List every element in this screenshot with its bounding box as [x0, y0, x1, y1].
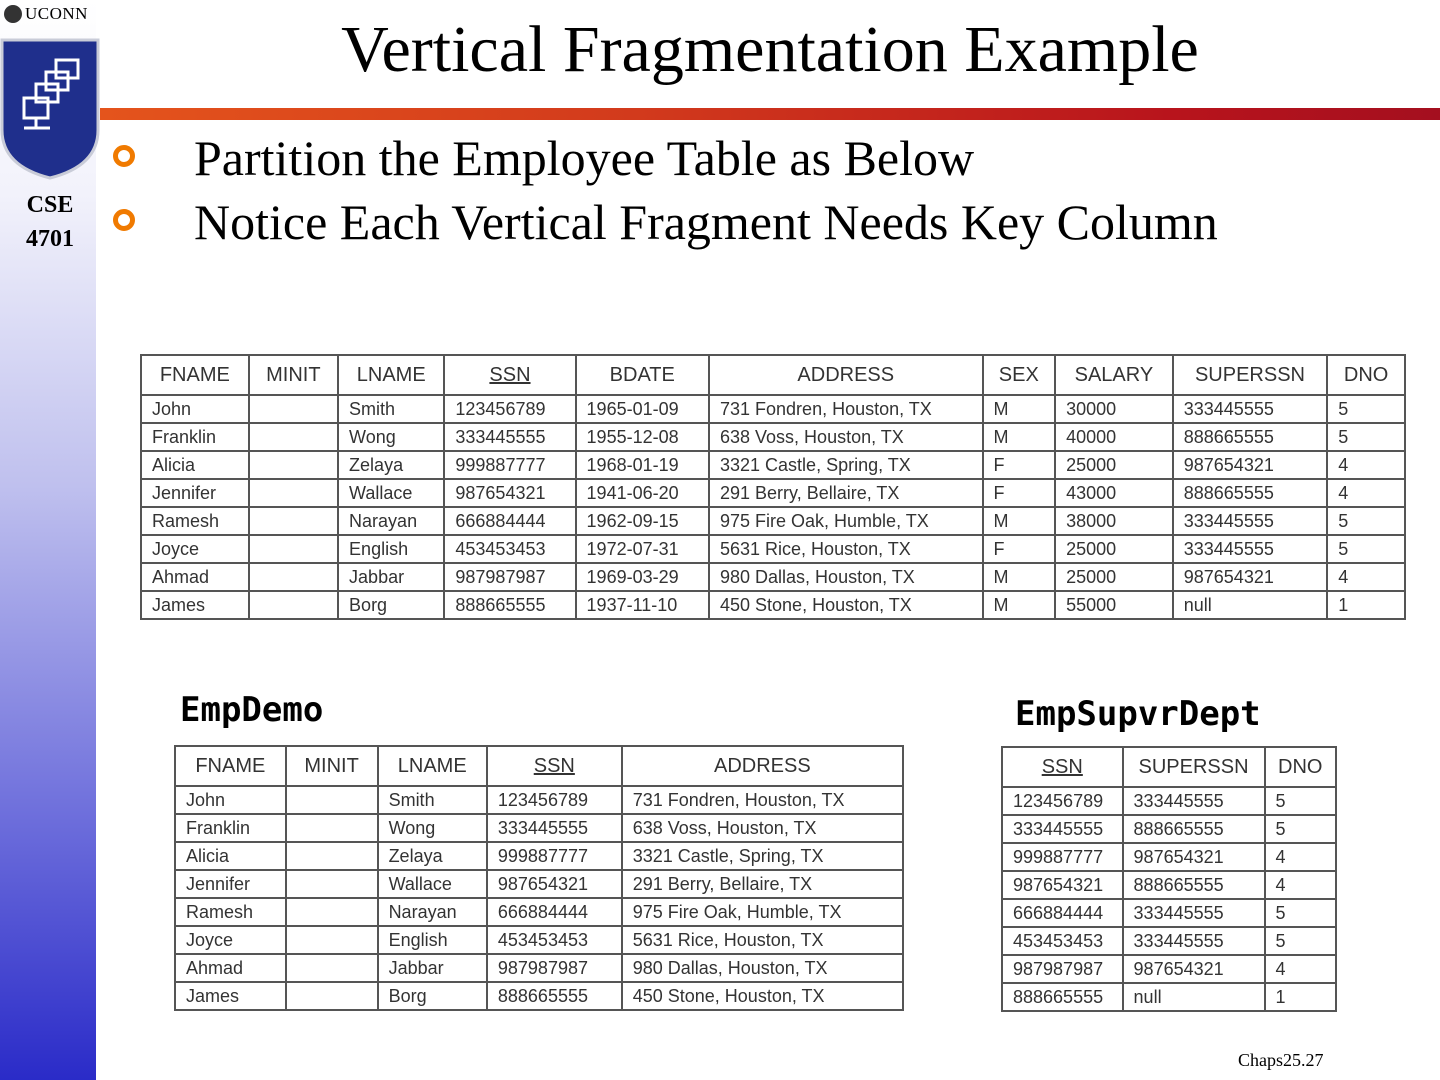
table-cell: 333445555 [1173, 507, 1327, 535]
table-cell: 5 [1327, 535, 1405, 563]
empdemo-table [174, 745, 904, 1011]
bullet-circle-icon [113, 145, 135, 167]
table-cell: Jabbar [378, 954, 487, 982]
table-cell: 1968-01-19 [576, 451, 709, 479]
empsupvrdept-caption: EmpSupvrDept [1015, 694, 1261, 734]
uconn-wordmark: UCONN [25, 4, 88, 23]
table-cell: 4 [1327, 451, 1405, 479]
table-cell: 987654321 [487, 870, 622, 898]
table-cell: 40000 [1055, 423, 1173, 451]
table-row [141, 535, 1405, 563]
column-header: LNAME [378, 746, 487, 786]
column-header: ADDRESS [622, 746, 903, 786]
table-cell: 888665555 [1173, 479, 1327, 507]
table-cell [286, 954, 378, 982]
column-header: SEX [983, 355, 1056, 395]
column-header: SUPERSSN [1123, 747, 1265, 787]
table-cell: 975 Fire Oak, Humble, TX [622, 898, 903, 926]
table-cell: 5631 Rice, Houston, TX [709, 535, 983, 563]
table-cell: 1941-06-20 [576, 479, 709, 507]
table-cell: 5 [1265, 899, 1336, 927]
table-cell: 25000 [1055, 451, 1173, 479]
table-cell: 333445555 [1173, 395, 1327, 423]
table-cell [286, 982, 378, 1010]
course-code: CSE [26, 192, 74, 218]
table-cell: 4 [1327, 479, 1405, 507]
table-cell: Franklin [175, 814, 286, 842]
table-cell: 25000 [1055, 535, 1173, 563]
table-cell: English [378, 926, 487, 954]
employee-table [140, 354, 1406, 620]
table-cell: 333445555 [1173, 535, 1327, 563]
table-cell: 975 Fire Oak, Humble, TX [709, 507, 983, 535]
table-cell: 638 Voss, Houston, TX [709, 423, 983, 451]
table-cell: M [983, 507, 1056, 535]
table-cell [249, 451, 338, 479]
table-cell: 5 [1265, 927, 1336, 955]
table-row [141, 563, 1405, 591]
table-cell: 888665555 [444, 591, 575, 619]
table-row [1002, 955, 1336, 983]
table-cell: 5 [1327, 507, 1405, 535]
table-cell [249, 563, 338, 591]
table-cell: 987654321 [1123, 955, 1265, 983]
table-cell: 123456789 [487, 786, 622, 814]
table-cell: Wallace [378, 870, 487, 898]
table-cell: Jabbar [338, 563, 444, 591]
table-cell: 987654321 [1173, 451, 1327, 479]
table-cell: 5 [1327, 423, 1405, 451]
table-cell: James [141, 591, 249, 619]
table-cell: M [983, 591, 1056, 619]
table-cell: 5 [1265, 787, 1336, 815]
table-cell [286, 842, 378, 870]
bullet-text: Notice Each Vertical Fragment Needs Key Column [194, 194, 1218, 250]
table-cell: 453453453 [444, 535, 575, 563]
uconn-logo [4, 4, 88, 24]
table-cell: 888665555 [1123, 871, 1265, 899]
table-cell: 980 Dallas, Houston, TX [622, 954, 903, 982]
table-cell: 38000 [1055, 507, 1173, 535]
table-cell: 1955-12-08 [576, 423, 709, 451]
title-divider [100, 108, 1440, 120]
table-cell [249, 507, 338, 535]
slide-number: Chaps25.27 [1238, 1050, 1324, 1070]
table-cell: 987987987 [1002, 955, 1123, 983]
table-cell: 30000 [1055, 395, 1173, 423]
table-row [1002, 843, 1336, 871]
table-cell: 450 Stone, Houston, TX [622, 982, 903, 1010]
table-cell: 666884444 [487, 898, 622, 926]
table-cell: Borg [378, 982, 487, 1010]
column-header: ADDRESS [709, 355, 983, 395]
column-header: DNO [1327, 355, 1405, 395]
column-header: SSN [487, 746, 622, 786]
table-cell: English [338, 535, 444, 563]
table-cell: 888665555 [1123, 815, 1265, 843]
table-cell: 1969-03-29 [576, 563, 709, 591]
table-cell: 4 [1265, 955, 1336, 983]
table-cell: 333445555 [444, 423, 575, 451]
table-cell: Alicia [175, 842, 286, 870]
table-cell: James [175, 982, 286, 1010]
table-row [141, 423, 1405, 451]
table-cell: Zelaya [338, 451, 444, 479]
table-cell [286, 786, 378, 814]
table-cell: 453453453 [487, 926, 622, 954]
table-cell [249, 423, 338, 451]
table-cell: 450 Stone, Houston, TX [709, 591, 983, 619]
table-cell: 731 Fondren, Houston, TX [622, 786, 903, 814]
table-cell: 999887777 [487, 842, 622, 870]
column-header: LNAME [338, 355, 444, 395]
table-cell: 987654321 [1002, 871, 1123, 899]
table-cell: F [983, 479, 1056, 507]
table-cell: 4 [1265, 871, 1336, 899]
column-header: SUPERSSN [1173, 355, 1327, 395]
column-header: MINIT [286, 746, 378, 786]
table-cell: 333445555 [1002, 815, 1123, 843]
table-cell: Smith [378, 786, 487, 814]
table-row [1002, 927, 1336, 955]
table-cell: Jennifer [141, 479, 249, 507]
table-row [175, 926, 903, 954]
table-cell [249, 535, 338, 563]
table-cell [249, 479, 338, 507]
table-cell: 453453453 [1002, 927, 1123, 955]
table-cell: 666884444 [444, 507, 575, 535]
slide-title: Vertical Fragmentation Example [341, 13, 1199, 86]
table-cell: 291 Berry, Bellaire, TX [622, 870, 903, 898]
table-row [175, 842, 903, 870]
table-cell: Narayan [378, 898, 487, 926]
table-cell: null [1173, 591, 1327, 619]
column-header: SSN [1002, 747, 1123, 787]
table-cell: 291 Berry, Bellaire, TX [709, 479, 983, 507]
table-row [141, 479, 1405, 507]
table-cell: 999887777 [1002, 843, 1123, 871]
table-cell: Smith [338, 395, 444, 423]
table-cell: 987654321 [444, 479, 575, 507]
table-cell: 333445555 [1123, 899, 1265, 927]
table-cell: M [983, 563, 1056, 591]
cse-shield-logo [0, 38, 100, 180]
table-cell: 1965-01-09 [576, 395, 709, 423]
table-cell: 1 [1327, 591, 1405, 619]
table-row [175, 954, 903, 982]
table-cell: 55000 [1055, 591, 1173, 619]
table-cell: Ahmad [141, 563, 249, 591]
table-row [175, 982, 903, 1010]
table-cell: 987654321 [1123, 843, 1265, 871]
table-cell: 666884444 [1002, 899, 1123, 927]
table-cell: 333445555 [1123, 927, 1265, 955]
table-row [141, 507, 1405, 535]
table-row [175, 814, 903, 842]
table-cell: 5631 Rice, Houston, TX [622, 926, 903, 954]
table-cell: Borg [338, 591, 444, 619]
table-cell: Ramesh [141, 507, 249, 535]
table-cell: Zelaya [378, 842, 487, 870]
table-cell: 888665555 [1173, 423, 1327, 451]
table-row [1002, 899, 1336, 927]
table-cell: 987987987 [487, 954, 622, 982]
table-row [1002, 871, 1336, 899]
table-cell: 999887777 [444, 451, 575, 479]
bullet-text: Partition the Employee Table as Below [194, 130, 975, 186]
table-cell: Franklin [141, 423, 249, 451]
table-cell: 4 [1327, 563, 1405, 591]
table-cell [286, 926, 378, 954]
table-cell: John [175, 786, 286, 814]
table-cell: Ahmad [175, 954, 286, 982]
column-header: SALARY [1055, 355, 1173, 395]
table-row [1002, 815, 1336, 843]
table-cell: Ramesh [175, 898, 286, 926]
table-cell: 638 Voss, Houston, TX [622, 814, 903, 842]
table-cell: Wong [378, 814, 487, 842]
table-cell: Jennifer [175, 870, 286, 898]
table-row [1002, 787, 1336, 815]
course-number: 4701 [26, 226, 74, 252]
table-row [141, 395, 1405, 423]
table-cell: M [983, 423, 1056, 451]
table-cell: 4 [1265, 843, 1336, 871]
column-header: FNAME [175, 746, 286, 786]
table-cell: 1962-09-15 [576, 507, 709, 535]
table-cell [286, 870, 378, 898]
table-cell: 987654321 [1173, 563, 1327, 591]
table-cell: null [1123, 983, 1265, 1011]
table-cell: 333445555 [487, 814, 622, 842]
table-row [175, 898, 903, 926]
table-cell: John [141, 395, 249, 423]
table-cell: 1972-07-31 [576, 535, 709, 563]
table-cell: 5 [1265, 815, 1336, 843]
table-row [175, 786, 903, 814]
uconn-seal-icon [4, 5, 22, 23]
table-cell: Joyce [175, 926, 286, 954]
table-cell: F [983, 535, 1056, 563]
table-cell: Wong [338, 423, 444, 451]
empdemo-caption: EmpDemo [180, 690, 324, 730]
table-cell: F [983, 451, 1056, 479]
table-cell: 888665555 [1002, 983, 1123, 1011]
table-cell: 123456789 [444, 395, 575, 423]
table-row [141, 591, 1405, 619]
table-row [1002, 983, 1336, 1011]
empsupvrdept-table [1001, 746, 1337, 1012]
column-header: FNAME [141, 355, 249, 395]
table-row [175, 870, 903, 898]
table-cell: 987987987 [444, 563, 575, 591]
table-cell: Joyce [141, 535, 249, 563]
table-cell: 1 [1265, 983, 1336, 1011]
table-row [141, 451, 1405, 479]
table-cell: 1937-11-10 [576, 591, 709, 619]
bullet-circle-icon [113, 209, 135, 231]
table-cell: Narayan [338, 507, 444, 535]
table-cell: 980 Dallas, Houston, TX [709, 563, 983, 591]
table-cell [249, 395, 338, 423]
table-cell: Wallace [338, 479, 444, 507]
table-cell: 333445555 [1123, 787, 1265, 815]
table-cell: M [983, 395, 1056, 423]
table-cell [286, 814, 378, 842]
table-cell: 5 [1327, 395, 1405, 423]
table-cell: 123456789 [1002, 787, 1123, 815]
table-cell: 3321 Castle, Spring, TX [622, 842, 903, 870]
table-cell: 25000 [1055, 563, 1173, 591]
sidebar [0, 0, 96, 1080]
table-cell [249, 591, 338, 619]
table-cell: 888665555 [487, 982, 622, 1010]
column-header: MINIT [249, 355, 338, 395]
table-cell: 731 Fondren, Houston, TX [709, 395, 983, 423]
column-header: SSN [444, 355, 575, 395]
column-header: DNO [1265, 747, 1336, 787]
table-cell: 43000 [1055, 479, 1173, 507]
table-cell: Alicia [141, 451, 249, 479]
table-cell: 3321 Castle, Spring, TX [709, 451, 983, 479]
table-cell [286, 898, 378, 926]
column-header: BDATE [576, 355, 709, 395]
